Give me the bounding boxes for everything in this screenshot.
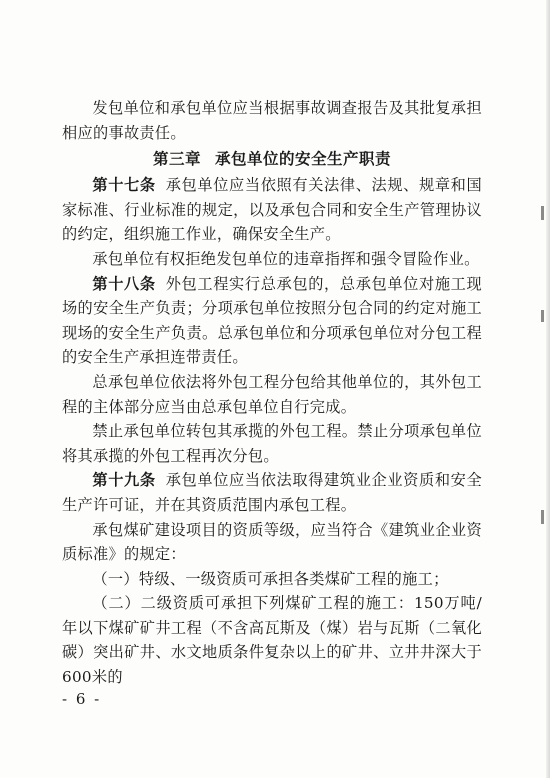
article-18 — [62, 272, 482, 370]
article-17 — [62, 173, 482, 247]
article-18-text: 外包工程实行总承包的，总承包单位对施工现场的安全生产负责；分项承包单位按照分包合同的约定对施工现场的安全生产负责。总承包单位和分项承包单位对分包工程的安全生产承担连带责任。 — [62, 274, 482, 367]
article-19 — [62, 468, 482, 517]
article-17-text: 承包单位应当依照有关法律、法规、规章和国家标准、行业标准的规定，以及承包合同和安全生产管理协议的约定，组织施工作业，确保安全生产。 — [62, 176, 482, 244]
article-19-label: 第十九条 — [92, 471, 156, 490]
document-body — [62, 96, 482, 690]
binding-mark — [541, 206, 544, 220]
binding-mark — [541, 310, 544, 322]
scan-edge — [546, 0, 550, 778]
chapter-title: 承包单位的安全生产职责 — [215, 150, 392, 169]
chapter-heading — [62, 145, 482, 173]
chapter-number: 第三章 — [152, 150, 201, 169]
page-number: - 6 - — [62, 690, 102, 708]
article-19-item-2: （二）二级资质可承担下列煤矿工程的施工：150万吨/年以下煤矿矿井工程（不含高瓦斯及（煤）岩与瓦斯（二氧化碳）突出矿井、水文地质条件复杂以上的矿井、立井井深大于600米的 — [62, 594, 482, 687]
article-19-item-1: （一）特级、一级资质可承担各类煤矿工程的施工； — [92, 569, 449, 588]
article-18-label: 第十八条 — [92, 274, 156, 293]
article-19-text: 承包单位应当依法取得建筑业企业资质和安全生产许可证，并在其资质范围内承包工程。 — [62, 471, 482, 514]
article-17-label: 第十七条 — [92, 176, 156, 195]
binding-mark — [541, 510, 544, 524]
article-18-paragraph-2: 总承包单位依法将外包工程分包给其他单位的，其外包工程的主体部分应当由总承包单位自行完成。 — [62, 372, 482, 416]
article-19-paragraph-2: 承包煤矿建设项目的资质等级，应当符合《建筑业企业资质标准》的规定： — [62, 520, 482, 564]
article-18-paragraph-3: 禁止承包单位转包其承揽的外包工程。禁止分项承包单位将其承揽的外包工程再次分包。 — [62, 422, 482, 465]
paragraph-continuation: 发包单位和承包单位应当根据事故调查报告及其批复承担相应的事故责任。 — [62, 99, 482, 142]
article-17-paragraph-2: 承包单位有权拒绝发包单位的违章指挥和强令冒险作业。 — [92, 249, 480, 268]
